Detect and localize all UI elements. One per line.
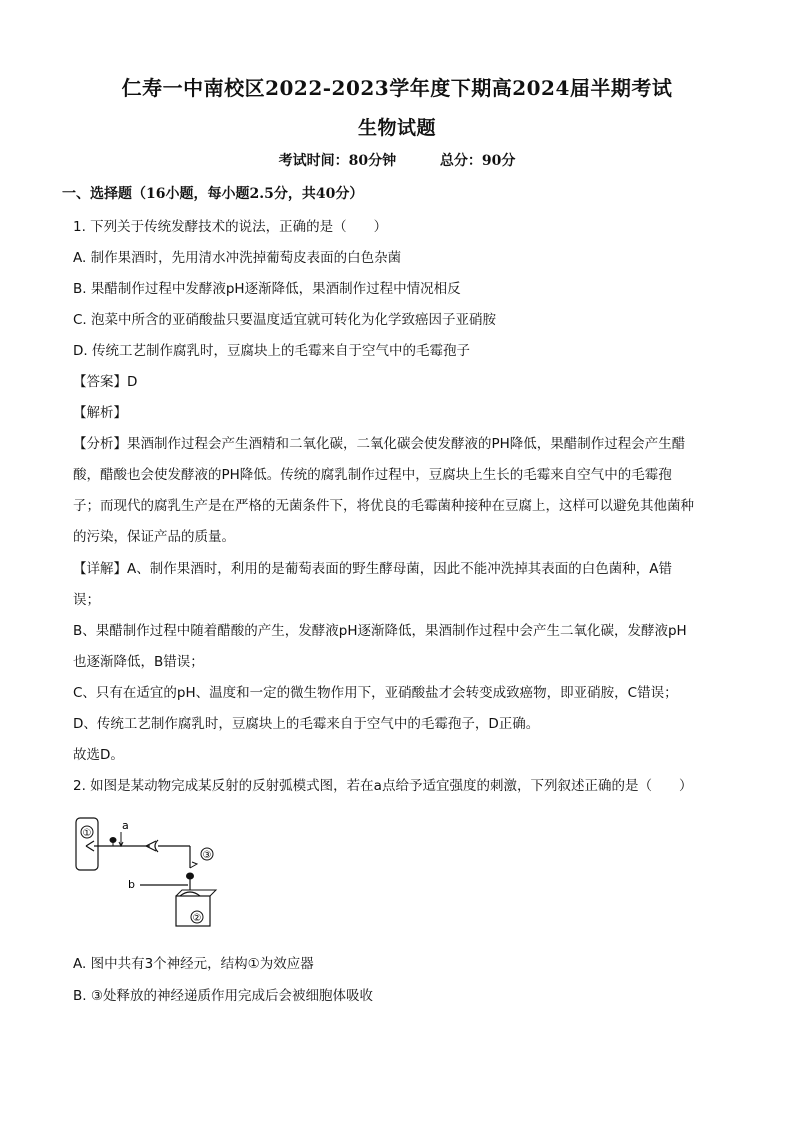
q1-xiangjie-line: D、传统工艺制作腐乳时，豆腐块上的毛霉来自于空气中的毛霉孢子，D正确。 bbox=[73, 716, 540, 732]
page-subtitle: 生物试题 bbox=[357, 117, 436, 139]
reflex-arc-figure bbox=[70, 810, 230, 935]
q1-xiangjie-line: 故选D。 bbox=[73, 747, 124, 763]
q1-option-b: B. 果醋制作过程中发酵液pH逐渐降低，果酒制作过程中情况相反 bbox=[73, 281, 461, 297]
q1-stem: 1. 下列关于传统发酵技术的说法，正确的是（ ） bbox=[73, 219, 388, 235]
q1-option-c: C. 泡菜中所含的亚硝酸盐只要温度适宜就可转化为化学致癌因子亚硝胺 bbox=[73, 312, 497, 328]
exam-meta bbox=[0, 150, 794, 170]
label-one: ① bbox=[82, 828, 92, 839]
q2-option-a: A. 图中共有3个神经元，结构①为效应器 bbox=[73, 956, 314, 972]
label-b: b bbox=[128, 878, 135, 891]
q1-xiangjie-line: 【详解】A、制作果酒时，利用的是葡萄表面的野生酵母菌，因此不能冲洗掉其表面的白色菌种，A错 bbox=[73, 561, 672, 577]
page-title: 仁寿一中南校区2022-2023学年度下期高2024届半期考试 bbox=[121, 76, 673, 100]
q1-answer: 【答案】D bbox=[73, 374, 138, 390]
label-a: a bbox=[122, 819, 129, 832]
label-two: ② bbox=[192, 913, 202, 924]
receptor-ending bbox=[86, 841, 94, 851]
q1-fenxi-line: 【分析】果酒制作过程会产生酒精和二氧化碳，二氧化碳会使发酵液的PH降低，果醋制作过程会产生醋 bbox=[73, 436, 686, 452]
section-heading: 一、选择题（16小题，每小题2.5分，共40分） bbox=[62, 186, 364, 202]
q2-option-b: B. ③处释放的神经递质作用完成后会被细胞体吸收 bbox=[73, 988, 373, 1004]
q1-xiangjie-line: 也逐渐降低，B错误； bbox=[73, 654, 204, 670]
q1-option-a: A. 制作果酒时，先用清水冲洗掉葡萄皮表面的白色杂菌 bbox=[73, 250, 402, 266]
label-three: ③ bbox=[202, 850, 212, 861]
exam-time: 考试时间：80分钟 bbox=[278, 153, 397, 169]
cell-body-2 bbox=[186, 873, 194, 880]
q1-analysis-label: 【解析】 bbox=[73, 405, 127, 421]
q1-fenxi-line: 子；而现代的腐乳生产是在严格的无菌条件下，将优良的毛霉菌种接种在豆腐上，这样可以避免其他菌种 bbox=[73, 498, 694, 514]
q1-xiangjie-line: 误； bbox=[73, 592, 100, 608]
total-score: 总分：90分 bbox=[439, 153, 516, 169]
q1-fenxi-line: 酸，醋酸也会使发酵液的PH降低。传统的腐乳制作过程中，豆腐块上生长的毛霉来自空气中的毛霉孢 bbox=[73, 467, 672, 483]
q1-fenxi-line: 的污染，保证产品的质量。 bbox=[73, 529, 235, 545]
q1-option-d: D. 传统工艺制作腐乳时，豆腐块上的毛霉来自于空气中的毛霉孢子 bbox=[73, 343, 470, 359]
q1-xiangjie-line: B、果醋制作过程中随着醋酸的产生，发酵液pH逐渐降低，果酒制作过程中会产生二氧化碳，发酵液pH bbox=[73, 623, 687, 639]
q2-stem: 2. 如图是某动物完成某反射的反射弧模式图，若在a点给予适宜强度的刺激，下列叙述正确的是（ ） bbox=[73, 778, 693, 794]
q1-xiangjie-line: C、只有在适宜的pH、温度和一定的微生物作用下，亚硝酸盐才会转变成致癌物，即亚硝胺，C错误； bbox=[73, 685, 678, 701]
